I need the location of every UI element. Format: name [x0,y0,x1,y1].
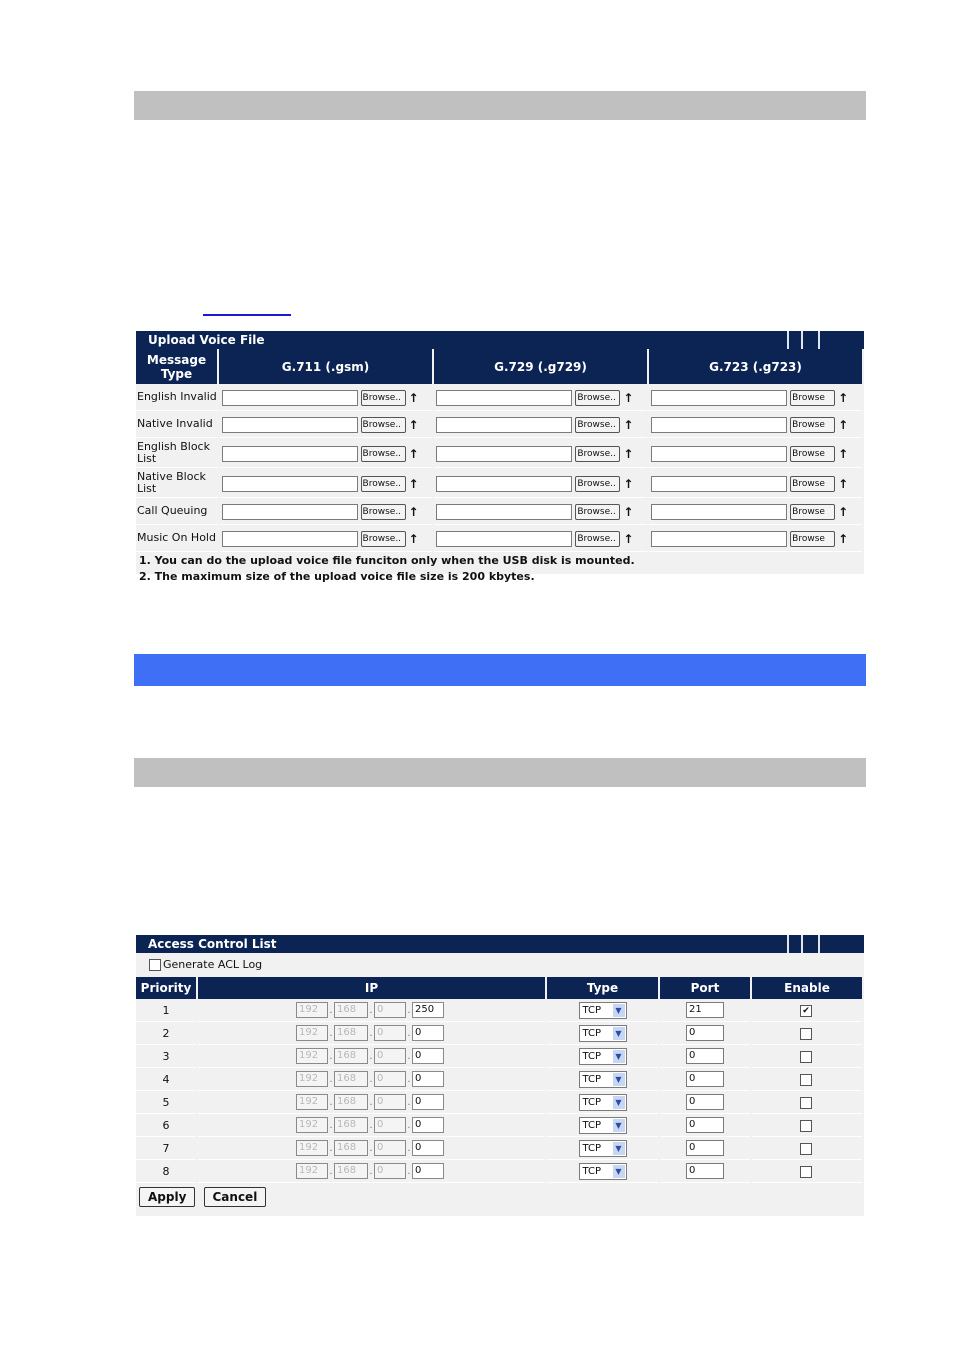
chevron-down-icon[interactable]: ▼ [613,1027,625,1040]
acl-header-row [136,977,862,999]
generate-acl-log-label: Generate ACL Log [163,958,263,971]
ip-octet-field[interactable]: 0 [412,1048,444,1064]
file-path-input[interactable] [436,504,572,520]
chevron-down-icon[interactable]: ▼ [613,1142,625,1155]
acl-actions [136,1183,864,1212]
ip-cell [198,1068,545,1091]
title-decoration [787,331,789,349]
upload-arrow-icon[interactable]: ↑ [623,418,634,432]
ip-octet-field: 192 [296,1048,328,1064]
browse-button[interactable]: Browse [790,504,835,520]
priority-cell: 7 [136,1137,196,1160]
file-path-input[interactable] [222,476,358,492]
col-header-message-type: Message Type [136,349,217,384]
ip-dot-separator: . [329,1119,333,1131]
file-path-input[interactable] [651,531,787,547]
file-path-input[interactable] [222,417,358,433]
generate-acl-log-option[interactable] [136,953,864,977]
protocol-type-value: TCP [582,1096,602,1108]
priority-cell: 4 [136,1068,196,1091]
ip-octet-field: 0 [374,1094,406,1110]
upload-arrow-icon[interactable]: ↑ [623,476,634,491]
priority-cell: 8 [136,1160,196,1183]
chevron-down-icon[interactable]: ▼ [613,1119,625,1132]
protocol-type-value: TCP [582,1073,602,1085]
protocol-type-value: TCP [582,1165,602,1177]
ip-octet-field: 0 [374,1071,406,1087]
col-header-ip: IP [198,977,545,999]
file-path-input[interactable] [436,417,572,433]
message-type-label: English Invalid [136,384,218,411]
ip-dot-separator: . [329,1165,333,1177]
protocol-type-select[interactable] [579,1094,627,1111]
note-line: 2. The maximum size of the upload voice file size is 200 kbytes. [139,570,535,583]
cancel-button[interactable]: Cancel [204,1187,267,1207]
browse-button[interactable]: Browse.. [361,390,406,406]
enable-cell [752,1160,862,1183]
acl-row [136,1045,862,1068]
ip-cell [198,1137,545,1160]
file-path-input[interactable] [436,390,572,406]
port-cell [660,1045,750,1068]
upload-row [136,498,862,525]
upload-panel-title: Upload Voice File [148,333,265,347]
enable-cell [752,1068,862,1091]
panel-title [136,331,864,349]
port-cell [660,1022,750,1045]
acl-panel-title: Access Control List [148,937,277,951]
protocol-type-select[interactable] [579,1048,627,1065]
upload-voice-file-panel [136,331,864,583]
section-heading-bar-blue [134,654,866,686]
ip-octet-field: 168 [334,1002,368,1018]
ip-dot-separator: . [407,1165,411,1177]
type-cell [547,1022,658,1045]
browse-button[interactable]: Browse.. [361,504,406,520]
upload-arrow-icon[interactable]: ↑ [408,476,419,491]
browse-button[interactable]: Browse.. [575,417,620,433]
ip-cell [198,1045,545,1068]
hyperlink-underline[interactable] [203,314,291,316]
ip-dot-separator: . [407,1004,411,1016]
upload-arrow-icon[interactable]: ↑ [408,532,419,546]
priority-cell: 1 [136,999,196,1022]
type-cell [547,1091,658,1114]
file-upload-cell [649,411,862,438]
browse-button[interactable]: Browse.. [361,476,406,492]
upload-arrow-icon[interactable]: ↑ [838,418,849,432]
ip-dot-separator: . [407,1073,411,1085]
ip-octet-field[interactable]: 0 [412,1025,444,1041]
enable-cell [752,999,862,1022]
file-upload-cell [434,384,647,411]
acl-row [136,1022,862,1045]
port-cell [660,1114,750,1137]
port-input[interactable]: 0 [686,1071,724,1087]
port-cell [660,1137,750,1160]
port-input[interactable]: 0 [686,1048,724,1064]
upload-arrow-icon[interactable]: ↑ [838,391,849,405]
ip-dot-separator: . [329,1027,333,1039]
ip-octet-field: 192 [296,1117,328,1133]
file-upload-cell [649,498,862,525]
ip-octet-field[interactable]: 0 [412,1140,444,1156]
protocol-type-select[interactable] [579,1117,627,1134]
file-upload-cell [220,411,433,438]
col-header-enable: Enable [752,977,862,999]
message-type-label: English Block List [136,438,218,468]
port-cell [660,1068,750,1091]
ip-dot-separator: . [369,1096,373,1108]
upload-arrow-icon[interactable]: ↑ [838,476,849,491]
message-type-label: Native Block List [136,468,218,498]
file-path-input[interactable] [436,476,572,492]
ip-dot-separator: . [407,1142,411,1154]
file-upload-cell [649,525,862,552]
protocol-type-value: TCP [582,1027,602,1039]
upload-row [136,525,862,552]
type-cell [547,1045,658,1068]
browse-button[interactable]: Browse [790,417,835,433]
file-path-input[interactable] [436,531,572,547]
port-input[interactable]: 0 [686,1163,724,1179]
ip-dot-separator: . [369,1142,373,1154]
upload-arrow-icon[interactable]: ↑ [408,446,419,461]
enable-checkbox[interactable] [800,1028,812,1040]
ip-dot-separator: . [329,1073,333,1085]
enable-checkbox[interactable] [800,1143,812,1155]
port-input[interactable]: 0 [686,1025,724,1041]
browse-button[interactable]: Browse.. [575,531,620,547]
ip-octet-field: 168 [334,1071,368,1087]
enable-cell [752,1022,862,1045]
upload-arrow-icon[interactable]: ↑ [408,505,419,519]
file-upload-cell [220,525,433,552]
chevron-down-icon[interactable]: ▼ [613,1096,625,1109]
ip-octet-field: 192 [296,1140,328,1156]
upload-row [136,411,862,438]
priority-cell: 3 [136,1045,196,1068]
protocol-type-select[interactable] [579,1025,627,1042]
upload-row [136,384,862,411]
file-path-input[interactable] [436,446,572,462]
file-upload-cell [649,438,862,468]
priority-cell: 2 [136,1022,196,1045]
ip-dot-separator: . [369,1165,373,1177]
ip-dot-separator: . [407,1050,411,1062]
browse-button[interactable]: Browse.. [361,531,406,547]
enable-cell [752,1045,862,1068]
access-control-list-panel [136,935,864,1216]
generate-acl-log-checkbox[interactable] [149,959,161,971]
file-path-input[interactable] [651,390,787,406]
upload-notes [136,552,864,585]
title-decoration [801,331,803,349]
ip-cell [198,1091,545,1114]
ip-dot-separator: . [369,1119,373,1131]
type-cell [547,1068,658,1091]
file-path-input[interactable] [651,417,787,433]
chevron-down-icon[interactable]: ▼ [613,1073,625,1086]
ip-octet-field[interactable]: 0 [412,1163,444,1179]
file-upload-cell [434,438,647,468]
file-upload-cell [434,468,647,498]
col-header-g711: G.711 (.gsm) [219,349,432,384]
browse-button[interactable]: Browse [790,446,835,462]
file-upload-cell [434,525,647,552]
ip-octet-field: 0 [374,1117,406,1133]
port-input[interactable]: 0 [686,1094,724,1110]
panel-title [136,935,864,953]
upload-rows [134,384,864,552]
ip-octet-field: 168 [334,1094,368,1110]
type-cell [547,1137,658,1160]
enable-checkbox[interactable]: ✔ [800,1005,812,1017]
section-heading-bar [134,758,866,787]
note-line: 1. You can do the upload voice file funciton only when the USB disk is mounted. [139,554,635,567]
ip-dot-separator: . [369,1073,373,1085]
file-upload-cell [649,384,862,411]
ip-octet-field: 0 [374,1002,406,1018]
upload-row [136,438,862,468]
col-header-g723: G.723 (.g723) [649,349,862,384]
enable-checkbox[interactable] [800,1074,812,1086]
protocol-type-value: TCP [582,1142,602,1154]
file-path-input[interactable] [222,446,358,462]
type-cell [547,999,658,1022]
enable-cell [752,1137,862,1160]
port-cell [660,1160,750,1183]
chevron-down-icon[interactable]: ▼ [613,1050,625,1063]
browse-button[interactable]: Browse.. [575,476,620,492]
type-cell [547,1114,658,1137]
upload-arrow-icon[interactable]: ↑ [623,391,634,405]
browse-button[interactable]: Browse.. [575,504,620,520]
ip-octet-field: 192 [296,1094,328,1110]
ip-octet-field: 0 [374,1025,406,1041]
acl-row [136,999,862,1022]
title-decoration [801,935,803,953]
ip-octet-field: 0 [374,1048,406,1064]
file-upload-cell [434,498,647,525]
message-type-label: Music On Hold [136,525,218,552]
protocol-type-select[interactable] [579,1163,627,1180]
message-type-label: Native Invalid [136,411,218,438]
protocol-type-value: TCP [582,1050,602,1062]
ip-octet-field: 192 [296,1025,328,1041]
acl-row [136,1068,862,1091]
ip-dot-separator: . [407,1119,411,1131]
ip-octet-field[interactable]: 0 [412,1117,444,1133]
file-path-input[interactable] [651,446,787,462]
upload-arrow-icon[interactable]: ↑ [623,532,634,546]
message-type-label: Call Queuing [136,498,218,525]
enable-checkbox[interactable] [800,1120,812,1132]
browse-button[interactable]: Browse [790,531,835,547]
file-upload-cell [220,498,433,525]
enable-checkbox[interactable] [800,1166,812,1178]
title-decoration [787,935,789,953]
ip-octet-field[interactable]: 250 [412,1002,444,1018]
ip-dot-separator: . [329,1142,333,1154]
chevron-down-icon[interactable]: ▼ [613,1004,625,1017]
ip-dot-separator: . [369,1050,373,1062]
upload-arrow-icon[interactable]: ↑ [408,391,419,405]
acl-row [136,1114,862,1137]
ip-dot-separator: . [407,1027,411,1039]
upload-table [134,349,864,384]
file-path-input[interactable] [222,504,358,520]
ip-octet-field[interactable]: 0 [412,1094,444,1110]
browse-button[interactable]: Browse.. [575,446,620,462]
ip-cell [198,1022,545,1045]
file-path-input[interactable] [651,476,787,492]
protocol-type-value: TCP [582,1004,602,1016]
ip-dot-separator: . [329,1096,333,1108]
file-path-input[interactable] [222,531,358,547]
apply-button[interactable]: Apply [139,1187,195,1207]
upload-arrow-icon[interactable]: ↑ [408,418,419,432]
ip-octet-field[interactable]: 0 [412,1071,444,1087]
acl-row [136,1160,862,1183]
upload-arrow-icon[interactable]: ↑ [838,532,849,546]
upload-arrow-icon[interactable]: ↑ [838,505,849,519]
protocol-type-select[interactable] [579,1071,627,1088]
title-decoration [818,331,820,349]
enable-cell [752,1114,862,1137]
protocol-type-value: TCP [582,1119,602,1131]
ip-octet-field: 168 [334,1048,368,1064]
file-upload-cell [220,384,433,411]
browse-button[interactable]: Browse.. [361,446,406,462]
ip-octet-field: 192 [296,1071,328,1087]
upload-arrow-icon[interactable]: ↑ [623,505,634,519]
section-heading-bar [134,91,866,120]
protocol-type-select[interactable] [579,1002,627,1019]
acl-row [136,1137,862,1160]
priority-cell: 5 [136,1091,196,1114]
upload-arrow-icon[interactable]: ↑ [623,446,634,461]
ip-cell [198,1114,545,1137]
file-upload-cell [220,468,433,498]
title-decoration [818,935,820,953]
port-input[interactable]: 0 [686,1117,724,1133]
port-input[interactable]: 0 [686,1140,724,1156]
file-upload-cell [220,438,433,468]
enable-checkbox[interactable] [800,1051,812,1063]
file-path-input[interactable] [651,504,787,520]
col-header-priority: Priority [136,977,196,999]
port-input[interactable]: 21 [686,1002,724,1018]
browse-button[interactable]: Browse.. [361,417,406,433]
col-header-type: Type [547,977,658,999]
enable-cell [752,1091,862,1114]
port-cell [660,1091,750,1114]
ip-dot-separator: . [329,1004,333,1016]
chevron-down-icon[interactable]: ▼ [613,1165,625,1178]
ip-cell [198,1160,545,1183]
col-header-g729: G.729 (.g729) [434,349,647,384]
ip-cell [198,999,545,1022]
upload-header-row [136,349,862,384]
ip-octet-field: 0 [374,1140,406,1156]
col-header-port: Port [660,977,750,999]
ip-dot-separator: . [369,1027,373,1039]
browse-button[interactable]: Browse [790,476,835,492]
browse-button[interactable]: Browse [790,390,835,406]
ip-octet-field: 192 [296,1163,328,1179]
ip-octet-field: 168 [334,1025,368,1041]
file-upload-cell [434,411,647,438]
acl-table [134,977,864,1183]
file-path-input[interactable] [222,390,358,406]
protocol-type-select[interactable] [579,1140,627,1157]
acl-row [136,1091,862,1114]
ip-dot-separator: . [407,1096,411,1108]
file-upload-cell [649,468,862,498]
enable-checkbox[interactable] [800,1097,812,1109]
upload-arrow-icon[interactable]: ↑ [838,446,849,461]
ip-dot-separator: . [329,1050,333,1062]
browse-button[interactable]: Browse.. [575,390,620,406]
ip-octet-field: 0 [374,1163,406,1179]
ip-octet-field: 168 [334,1140,368,1156]
type-cell [547,1160,658,1183]
ip-octet-field: 192 [296,1002,328,1018]
upload-row [136,468,862,498]
priority-cell: 6 [136,1114,196,1137]
ip-dot-separator: . [369,1004,373,1016]
ip-octet-field: 168 [334,1117,368,1133]
port-cell [660,999,750,1022]
ip-octet-field: 168 [334,1163,368,1179]
